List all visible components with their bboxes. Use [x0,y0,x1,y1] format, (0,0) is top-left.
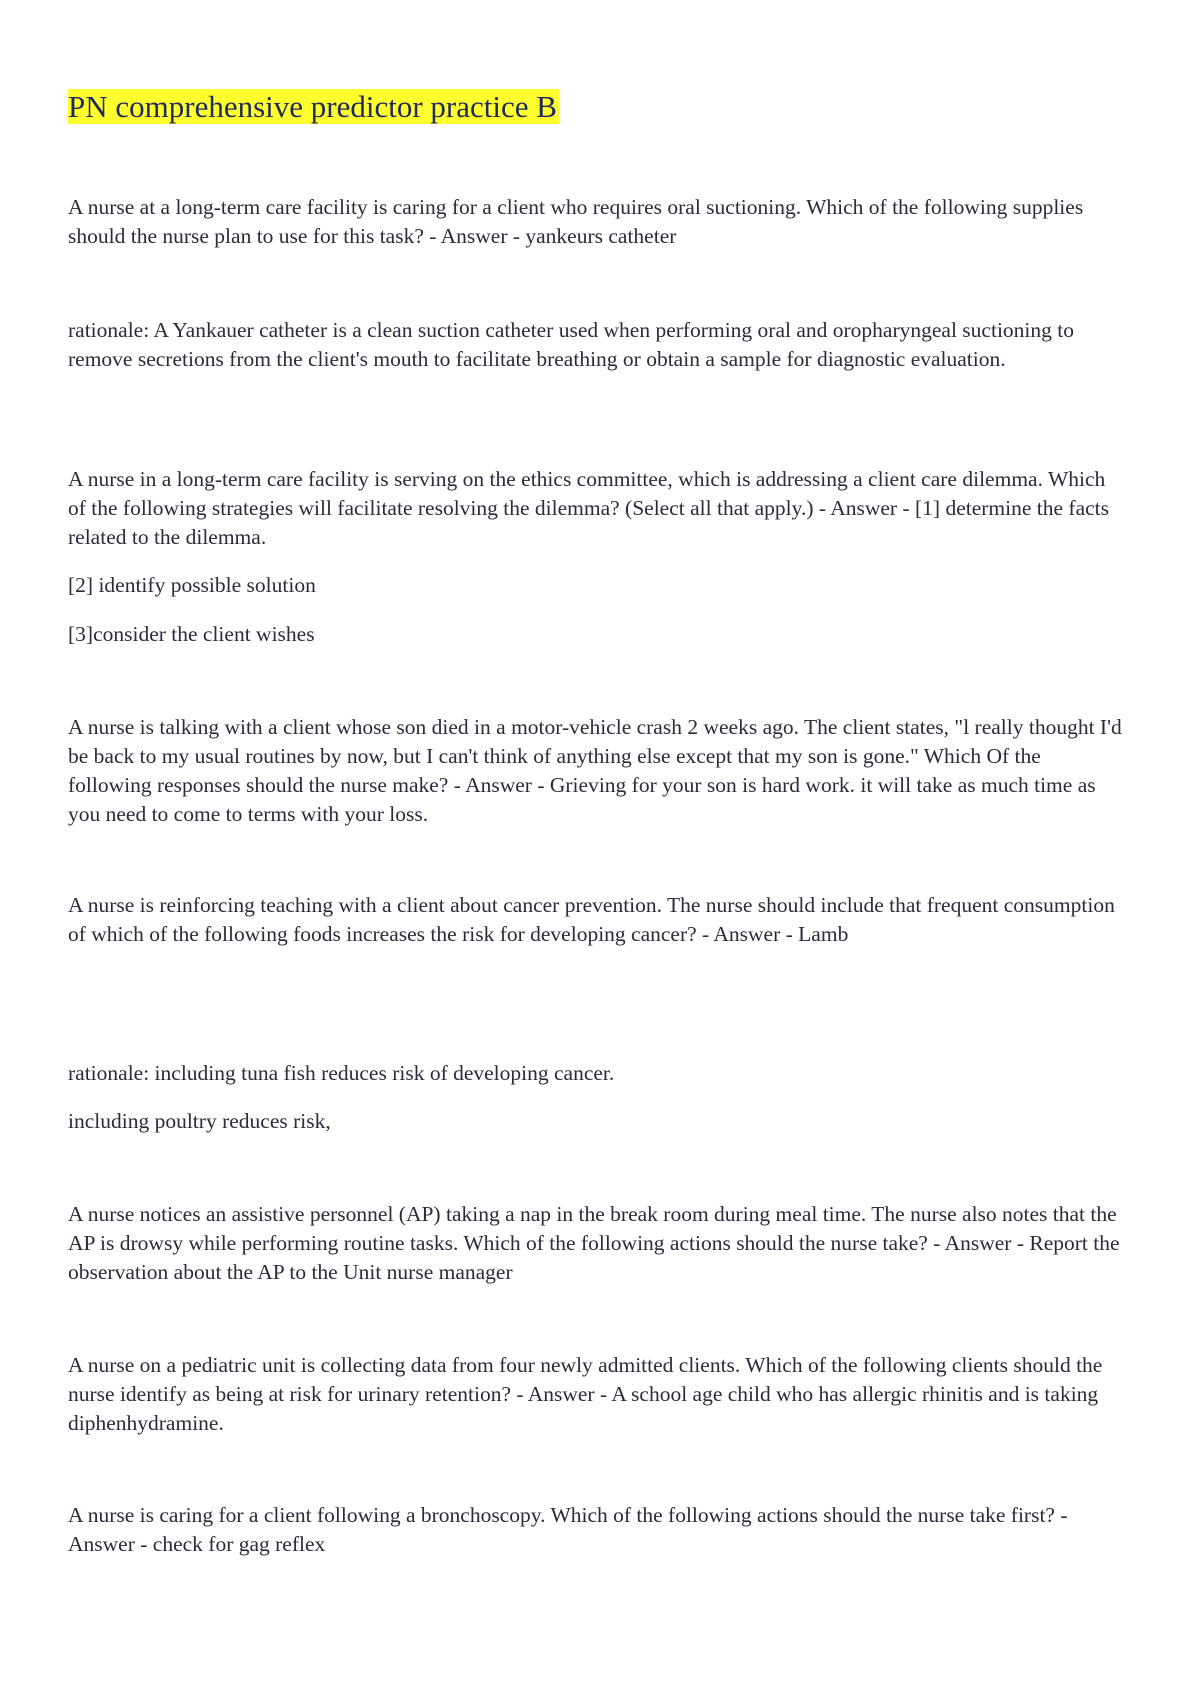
question-urinary-retention: A nurse on a pediatric unit is collecting data from four newly admitted clients. Which of the following clients should the nurse identify as being at risk for urinary retention? - Answer - A school age child who has allergic rhinitis and is taking diphenhydramine. [68,1353,1103,1435]
answer-item-3: [3]consider the client wishes [68,622,315,646]
page-title: PN comprehensive predictor practice B [68,89,557,124]
question-drowsy-ap: A nurse notices an assistive personnel (AP) taking a nap in the break room during meal time. The nurse also notes that the AP is drowsy while performing routine tasks. Which of the following actions should the nurse take? - Answer - Report the observation about the AP to the Unit nurse manager [68,1202,1120,1284]
title-block [68,88,559,126]
question-cancer-prevention: A nurse is reinforcing teaching with a client about cancer prevention. The nurse should include that frequent consumption of which of the following foods increases the risk for developing cancer? - Answer - Lamb [68,893,1115,946]
rationale-yankauer: rationale: A Yankauer catheter is a clean suction catheter used when performing oral and oropharyngeal suctioning to remove secretions from the client's mouth to facilitate breathing or obtain a sample for diagnostic evaluation. [68,318,1074,371]
question-ethics-committee: A nurse in a long-term care facility is serving on the ethics committee, which is addressing a client care dilemma. Which of the following strategies will facilitate resolving the dilemma? (Select all that apply.) - Answer - [1] determine the facts related to the dilemma. [68,467,1110,549]
question-bronchoscopy: A nurse is caring for a client following a bronchoscopy. Which of the following actions should the nurse take first? - Answer - check for gag reflex [68,1503,1068,1556]
question-oral-suctioning: A nurse at a long-term care facility is caring for a client who requires oral suctioning. Which of the following supplies should the nurse plan to use for this task? - Answer - yankeurs catheter [68,195,1084,248]
rationale-poultry: including poultry reduces risk, [68,1109,331,1133]
rationale-tuna-fish: rationale: including tuna fish reduces risk of developing cancer. [68,1061,615,1085]
question-grieving-client: A nurse is talking with a client whose son died in a motor-vehicle crash 2 weeks ago. The client states, "l really thought I'd be back to my usual routines by now, but I can't think of anything else except that my son is gone." Which Of the following responses should the nurse make? - Answer - Grieving for your son is hard work. it will take as much time as you need to come to terms with your loss. [68,715,1122,826]
answer-item-2: [2] identify possible solution [68,573,316,597]
